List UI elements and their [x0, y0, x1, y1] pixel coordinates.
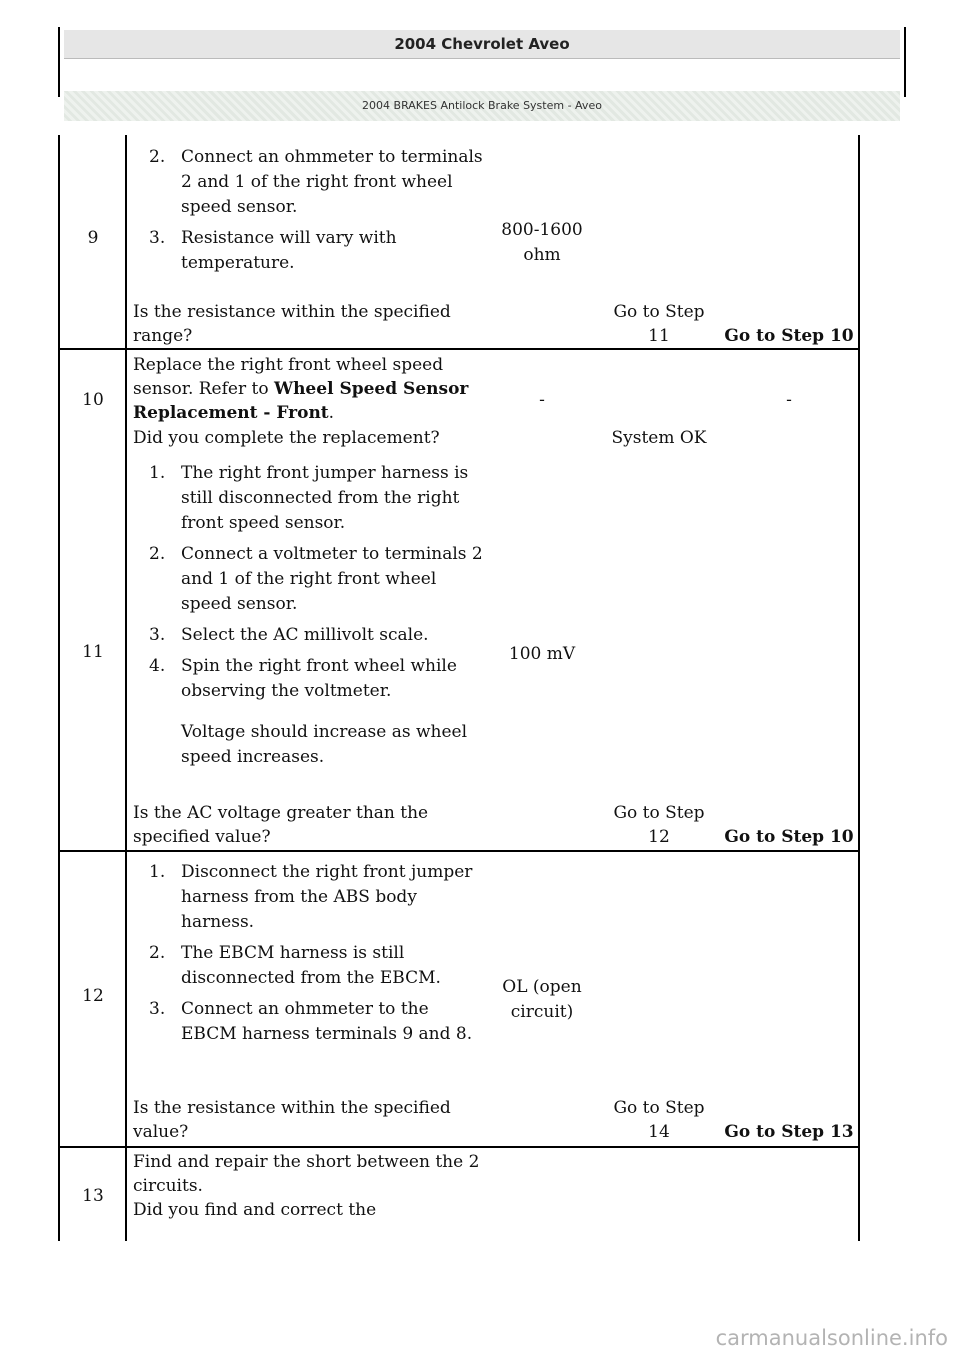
step-number: 12: [82, 986, 104, 1006]
table-border-left: [58, 135, 60, 1241]
yes-action: Go to Step 11: [613, 302, 705, 346]
column-divider: [125, 135, 127, 1241]
yes-action: System OK: [611, 428, 707, 448]
spec-value: 100 mV: [508, 644, 576, 664]
step-instructions: [133, 860, 483, 1053]
step-instructions: [133, 145, 483, 282]
step-question: Is the resistance within the specified range?: [133, 302, 451, 346]
instruction-item: 2. The EBCM harness is still disconnected from the EBCM.: [149, 943, 441, 988]
yes-action: Go to Step 12: [613, 803, 705, 847]
step-question: Did you find and correct the: [133, 1200, 377, 1220]
no-action: -: [786, 390, 792, 410]
step-number: 11: [82, 642, 104, 662]
table-border-right: [858, 135, 860, 1241]
no-action: Go to Step 13: [724, 1122, 854, 1142]
step-question: Did you complete the replacement?: [133, 428, 440, 448]
instruction-item: 2. Connect a voltmeter to terminals 2 and 1 of the right front wheel speed sensor.: [149, 544, 483, 614]
no-action: Go to Step 10: [724, 827, 854, 847]
instruction-note: Voltage should increase as wheel speed increases.: [181, 722, 468, 767]
header-title: 2004 Chevrolet Aveo: [64, 30, 900, 59]
spec-value: -: [539, 390, 545, 410]
spec-value: OL (open circuit): [502, 977, 582, 1022]
step-question: Is the AC voltage greater than the specified value?: [133, 803, 429, 847]
header-border-left: [58, 27, 60, 97]
instruction-item: 3. Select the AC millivolt scale.: [149, 625, 429, 645]
instruction-item: 1. Disconnect the right front jumper harness from the ABS body harness.: [149, 862, 473, 932]
step-instructions: Replace the right front wheel speed sensor. Refer to Wheel Speed Sensor Replacement - Front.: [133, 355, 469, 423]
no-action: Go to Step 10: [724, 326, 854, 346]
row-divider: [58, 348, 860, 350]
instruction-item: 1. The right front jumper harness is still disconnected from the right front speed sensor.: [149, 463, 469, 533]
spec-value: 800-1600 ohm: [501, 220, 583, 265]
page-header: [58, 27, 906, 112]
watermark-text: carmanualsonline.info: [715, 1326, 948, 1350]
step-number: 9: [87, 228, 99, 248]
procedure-link[interactable]: Wheel Speed Sensor Replacement - Front: [133, 379, 469, 423]
instruction-item: 3. Resistance will vary with temperature.: [149, 228, 397, 273]
instruction-item: 2. Connect an ohmmeter to terminals 2 and 1 of the right front wheel speed sensor.: [149, 147, 483, 217]
step-instructions: Find and repair the short between the 2 circuits.: [133, 1152, 480, 1196]
step-number: 10: [82, 390, 104, 410]
row-divider: [58, 850, 860, 852]
header-border-right: [904, 27, 906, 97]
yes-action: Go to Step 14: [613, 1098, 705, 1142]
step-instructions: [133, 461, 483, 776]
instruction-item: 4. Spin the right front wheel while observing the voltmeter.: [149, 656, 457, 701]
step-question: Is the resistance within the specified value?: [133, 1098, 451, 1142]
header-subtitle: 2004 BRAKES Antilock Brake System - Aveo: [64, 91, 900, 121]
instruction-item: 3. Connect an ohmmeter to the EBCM harness terminals 9 and 8.: [149, 999, 473, 1044]
row-divider: [58, 1146, 860, 1148]
step-number: 13: [82, 1186, 104, 1206]
